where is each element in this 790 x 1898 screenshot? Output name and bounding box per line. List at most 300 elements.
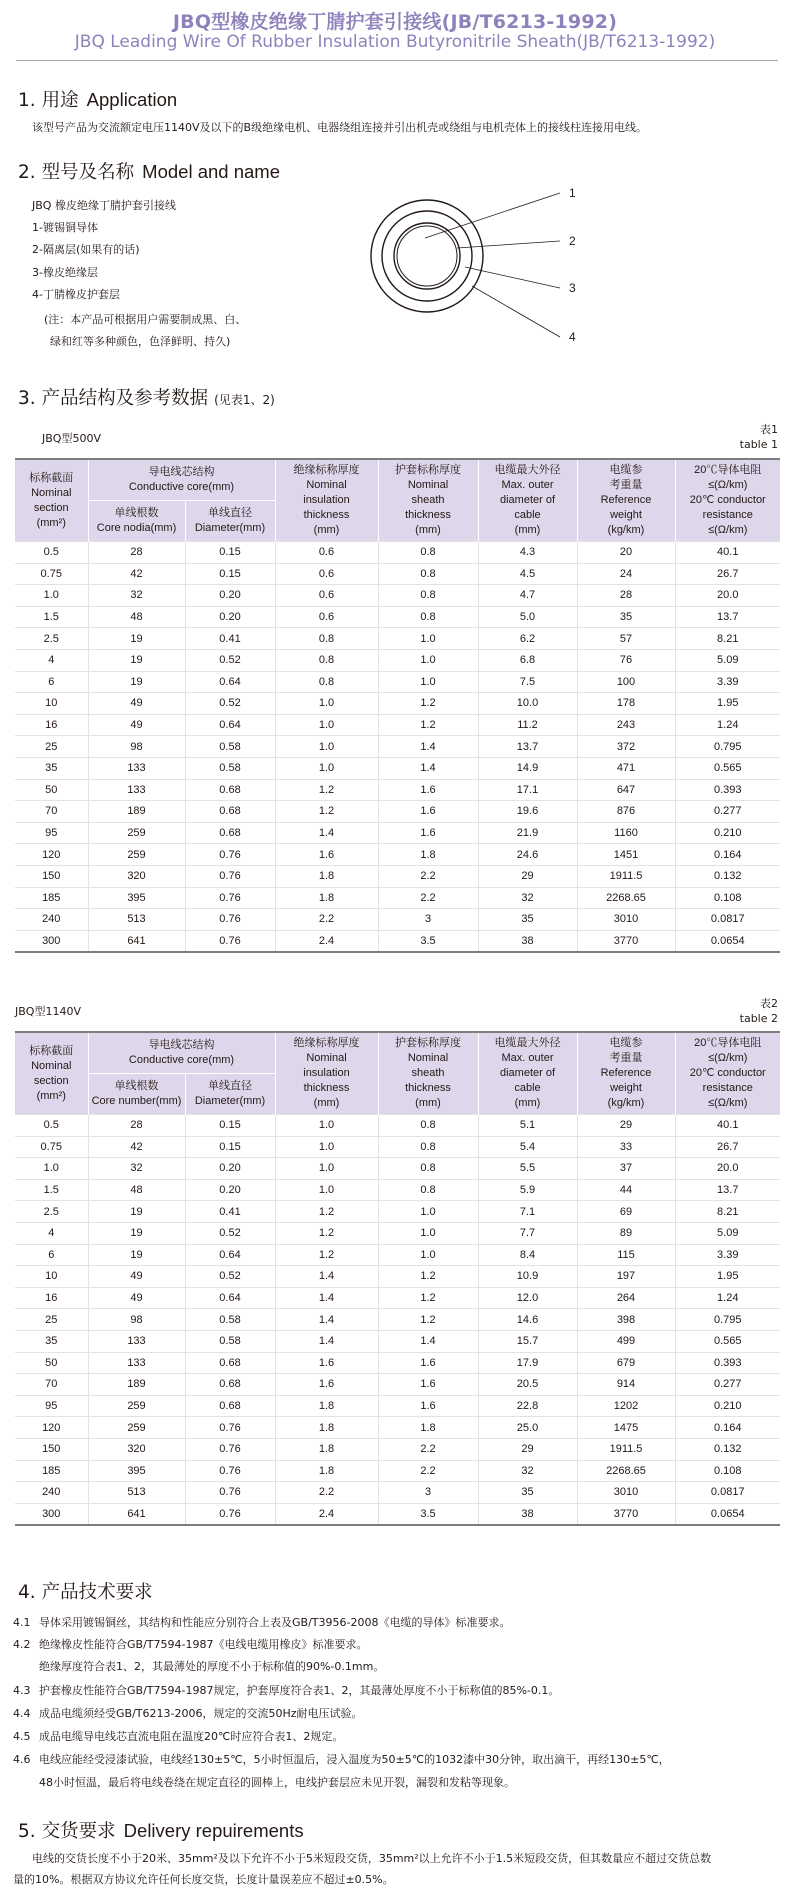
- table-cell: 0.68: [185, 1352, 275, 1374]
- table-cell: 0.68: [185, 1374, 275, 1396]
- table-cell: 1.2: [275, 1201, 378, 1223]
- header-text: Diameter(mm): [194, 522, 266, 534]
- table-cell: 2.2: [275, 909, 378, 931]
- header-sheath: [378, 1032, 478, 1115]
- table-cell: 1.0: [275, 757, 378, 779]
- table-cell: 0.76: [185, 865, 275, 887]
- table-cell: 20: [577, 542, 675, 564]
- header-text: 考重量: [609, 479, 643, 491]
- header-text: Reference: [600, 494, 652, 506]
- table-cell: 100: [577, 671, 675, 693]
- table-cell: 0.68: [185, 822, 275, 844]
- section-3-heading: [18, 384, 275, 410]
- header-text: ≤(Ω/km): [708, 1052, 748, 1064]
- table-cell: 1.0: [275, 1115, 378, 1137]
- table-cell: 914: [577, 1374, 675, 1396]
- table-cell: 0.75: [15, 563, 88, 585]
- table-cell: 513: [88, 909, 185, 931]
- table-2-body: [15, 1115, 780, 1526]
- table-cell: 35: [15, 1330, 88, 1352]
- header-text: (kg/km): [607, 1097, 645, 1109]
- header-text: thickness: [303, 509, 350, 521]
- table-2: [15, 1031, 780, 1526]
- table-row: [15, 1503, 780, 1525]
- table-row: [15, 1352, 780, 1374]
- table-row: [15, 1395, 780, 1417]
- table-cell: 0.76: [185, 1417, 275, 1439]
- table-cell: 3010: [577, 909, 675, 931]
- table-cell: 0.565: [675, 1330, 780, 1352]
- table-cell: 49: [88, 1266, 185, 1288]
- table-cell: 2268.65: [577, 1460, 675, 1482]
- header-text: Diameter(mm): [194, 1095, 266, 1107]
- table-cell: 243: [577, 714, 675, 736]
- header-text: thickness: [405, 1082, 451, 1094]
- requirement-number: 4.1: [13, 1616, 31, 1629]
- table-cell: 1.8: [275, 865, 378, 887]
- table-cell: 5.0: [478, 606, 577, 628]
- header-text: 电缆参: [609, 1037, 643, 1049]
- table-cell: 4: [15, 649, 88, 671]
- table-cell: 0.58: [185, 757, 275, 779]
- header-text: 20℃ conductor: [689, 494, 766, 506]
- header-text: 导电线芯结构: [148, 466, 215, 478]
- table-cell: 25.0: [478, 1417, 577, 1439]
- table-cell: 7.1: [478, 1201, 577, 1223]
- table-cell: 189: [88, 801, 185, 823]
- page-title: JBQ型橡皮绝缘丁腈护套引接线(JB/T6213-1992): [172, 11, 618, 33]
- table-cell: 0.20: [185, 606, 275, 628]
- table-row: [15, 909, 780, 931]
- table-cell: 0.41: [185, 1201, 275, 1223]
- table-cell: 259: [88, 822, 185, 844]
- table-cell: 98: [88, 736, 185, 758]
- page-title-english: JBQ Leading Wire Of Rubber Insulation Butyronitrile Sheath(JB/T6213-1992): [74, 32, 716, 52]
- table-cell: 17.9: [478, 1352, 577, 1374]
- table-cell: 0.5: [15, 1115, 88, 1137]
- table-cell: 0.8: [378, 1136, 478, 1158]
- table-cell: 1.0: [275, 1136, 378, 1158]
- table-row: [15, 1136, 780, 1158]
- table-cell: 29: [478, 1438, 577, 1460]
- requirement-text: 成品电缆导电线芯直流电阻在温度20℃时应符合表1、2规定。: [39, 1730, 344, 1743]
- table-cell: 0.0654: [675, 1503, 780, 1525]
- header-text: 20℃导体电阻: [694, 464, 762, 476]
- table-cell: 6: [15, 1244, 88, 1266]
- table-cell: 70: [15, 1374, 88, 1396]
- table-cell: 1.4: [275, 1287, 378, 1309]
- table-cell: 22.8: [478, 1395, 577, 1417]
- requirement-number: 4.5: [13, 1730, 31, 1743]
- table-cell: 35: [478, 1482, 577, 1504]
- table-cell: 13.7: [478, 736, 577, 758]
- table-cell: 1.4: [275, 822, 378, 844]
- table-cell: 35: [15, 757, 88, 779]
- table-row: [15, 714, 780, 736]
- table-cell: 300: [15, 1503, 88, 1525]
- table-cell: 2.2: [378, 1460, 478, 1482]
- header-core-group: [88, 459, 275, 501]
- header-text: (mm): [514, 524, 541, 536]
- table-cell: 4: [15, 1222, 88, 1244]
- table-cell: 20.0: [675, 585, 780, 607]
- table-cell: 240: [15, 1482, 88, 1504]
- table-cell: 0.76: [185, 887, 275, 909]
- table-cell: 35: [577, 606, 675, 628]
- table-cell: 0.64: [185, 671, 275, 693]
- table-cell: 1.24: [675, 1287, 780, 1309]
- table-cell: 5.9: [478, 1179, 577, 1201]
- table-cell: 7.5: [478, 671, 577, 693]
- table-row: [15, 1482, 780, 1504]
- table-cell: 0.108: [675, 887, 780, 909]
- table-cell: 29: [577, 1115, 675, 1137]
- table-cell: 76: [577, 649, 675, 671]
- table-cell: 24: [577, 563, 675, 585]
- header-text: section: [33, 501, 69, 514]
- header-text: Nominal: [31, 486, 72, 499]
- table-cell: 0.20: [185, 1179, 275, 1201]
- table-cell: 1451: [577, 844, 675, 866]
- table-cell: 0.20: [185, 585, 275, 607]
- table-cell: 40.1: [675, 542, 780, 564]
- table-cell: 5.09: [675, 649, 780, 671]
- header-text: (mm): [415, 1097, 441, 1109]
- table-cell: 20.0: [675, 1158, 780, 1180]
- table-row: [15, 585, 780, 607]
- header-text: 绝缘标称厚度: [293, 1037, 360, 1049]
- table-cell: 0.76: [185, 1503, 275, 1525]
- section-5-title-cn: 交货要求: [41, 1821, 116, 1842]
- table-cell: 1.0: [275, 736, 378, 758]
- table-cell: 1.2: [378, 714, 478, 736]
- table-cell: 6.8: [478, 649, 577, 671]
- table-cell: 1.0: [275, 693, 378, 715]
- table-cell: 35: [478, 909, 577, 931]
- table-cell: 0.132: [675, 1438, 780, 1460]
- table-cell: 1.8: [275, 1395, 378, 1417]
- table-cell: 0.64: [185, 714, 275, 736]
- table-cell: 300: [15, 930, 88, 952]
- table-cell: 70: [15, 801, 88, 823]
- table-cell: 0.132: [675, 865, 780, 887]
- header-text: weight: [610, 509, 642, 521]
- table-cell: 32: [88, 585, 185, 607]
- table-cell: 0.0817: [675, 1482, 780, 1504]
- header-core-number: [88, 1074, 185, 1115]
- table-cell: 372: [577, 736, 675, 758]
- table-cell: 19: [88, 1222, 185, 1244]
- table-cell: 44: [577, 1179, 675, 1201]
- sheath-outer-ring: [371, 200, 483, 312]
- header-text: 20℃导体电阻: [694, 1037, 762, 1049]
- table-cell: 1911.5: [577, 865, 675, 887]
- table-cell: 13.7: [675, 606, 780, 628]
- section-1-title-cn: 用途: [41, 90, 79, 111]
- table-cell: 1.8: [275, 1460, 378, 1482]
- table-cell: 0.565: [675, 757, 780, 779]
- table-cell: 0.277: [675, 801, 780, 823]
- leader-line-2: [457, 241, 560, 248]
- requirement-text: 护套橡皮性能符合GB/T7594-1987规定，护套厚度符合表1、2，其最薄处厚度不小于标称值的85%-0.1。: [39, 1684, 560, 1697]
- header-text: 电缆最大外径: [494, 464, 561, 476]
- table-cell: 14.6: [478, 1309, 577, 1331]
- table-row: [15, 1179, 780, 1201]
- component-3: 3-橡皮绝缘层: [32, 266, 98, 279]
- table-row: [15, 887, 780, 909]
- table-cell: 17.1: [478, 779, 577, 801]
- table-cell: 3770: [577, 1503, 675, 1525]
- table-cell: 13.7: [675, 1179, 780, 1201]
- table-cell: 1.0: [378, 1244, 478, 1266]
- table-cell: 26.7: [675, 1136, 780, 1158]
- diagram-label-4: 4: [569, 330, 576, 344]
- table-cell: 40.1: [675, 1115, 780, 1137]
- table-cell: 0.15: [185, 563, 275, 585]
- table-cell: 1.8: [378, 1417, 478, 1439]
- section-5-title-en: Delivery repuirements: [123, 1820, 304, 1841]
- table-1-number-en: table 1: [739, 438, 778, 451]
- table-cell: 0.41: [185, 628, 275, 650]
- table-1-body: [15, 542, 780, 953]
- header-text: diameter of: [499, 494, 556, 506]
- table-cell: 1.2: [378, 1309, 478, 1331]
- table-cell: 0.8: [378, 1179, 478, 1201]
- table-row: [15, 779, 780, 801]
- table-row: [15, 1438, 780, 1460]
- table-cell: 1.2: [378, 693, 478, 715]
- table-cell: 4.3: [478, 542, 577, 564]
- table-cell: 0.20: [185, 1158, 275, 1180]
- table-cell: 0.6: [275, 563, 378, 585]
- section-3-title-cn: 产品结构及参考数据: [41, 388, 209, 409]
- table-cell: 0.8: [378, 585, 478, 607]
- table-cell: 395: [88, 887, 185, 909]
- table-cell: 38: [478, 930, 577, 952]
- requirement-text: 绝缘橡皮性能符合GB/T7594-1987《电线电缆用橡皮》标准要求。: [39, 1638, 368, 1651]
- separator-ring: [394, 223, 460, 289]
- table-cell: 0.210: [675, 822, 780, 844]
- table-cell: 1.0: [275, 1179, 378, 1201]
- table-cell: 0.64: [185, 1244, 275, 1266]
- table-cell: 0.15: [185, 1115, 275, 1137]
- table-cell: 1.6: [378, 1395, 478, 1417]
- header-core-diameter: [185, 501, 275, 542]
- table-cell: 57: [577, 628, 675, 650]
- table-cell: 0.108: [675, 1460, 780, 1482]
- table-cell: 0.52: [185, 693, 275, 715]
- table-cell: 16: [15, 1287, 88, 1309]
- table-cell: 0.8: [378, 606, 478, 628]
- table-cell: 1911.5: [577, 1438, 675, 1460]
- table-cell: 2268.65: [577, 887, 675, 909]
- table-cell: 1.95: [675, 1266, 780, 1288]
- table-row: [15, 606, 780, 628]
- table-cell: 1.0: [378, 649, 478, 671]
- table-cell: 0.6: [275, 606, 378, 628]
- table-row: [15, 801, 780, 823]
- table-cell: 240: [15, 909, 88, 931]
- table-cell: 28: [88, 542, 185, 564]
- table-cell: 0.76: [185, 930, 275, 952]
- table-row: [15, 930, 780, 952]
- header-text: 20℃ conductor: [689, 1067, 766, 1079]
- table-cell: 1.5: [15, 606, 88, 628]
- table-cell: 178: [577, 693, 675, 715]
- section-2-heading: [18, 158, 280, 184]
- table-cell: 28: [577, 585, 675, 607]
- delivery-text-line-2: 量的10%。根据双方协议允许任何长度交货，长度计量误差应不超过±0.5%。: [13, 1873, 394, 1886]
- table-cell: 0.68: [185, 1395, 275, 1417]
- table-cell: 0.68: [185, 801, 275, 823]
- header-text: 标称截面: [29, 471, 74, 484]
- table-cell: 1.2: [275, 779, 378, 801]
- table-cell: 42: [88, 1136, 185, 1158]
- requirement-4-2-continued: 绝缘厚度符合表1、2，其最薄处的厚度不小于标称值的90%-0.1mm。: [39, 1660, 385, 1673]
- table-1-label: JBQ型500V: [42, 432, 101, 445]
- table-cell: 49: [88, 714, 185, 736]
- header-text: 考重量: [609, 1052, 643, 1064]
- table-cell: 2.2: [378, 865, 478, 887]
- table-cell: 1.6: [275, 844, 378, 866]
- table-row: [15, 671, 780, 693]
- requirement-number: 4.4: [13, 1707, 31, 1720]
- table-cell: 2.2: [378, 1438, 478, 1460]
- table-cell: 133: [88, 1352, 185, 1374]
- section-1-number: 1.: [18, 90, 36, 111]
- table-cell: 49: [88, 693, 185, 715]
- table-cell: 3770: [577, 930, 675, 952]
- section-2-title-cn: 型号及名称: [41, 162, 135, 183]
- requirement-number: 4.6: [13, 1753, 31, 1766]
- header-text: diameter of: [499, 1067, 556, 1079]
- table-cell: 1.6: [378, 779, 478, 801]
- table-cell: 19: [88, 1201, 185, 1223]
- leader-line-4: [472, 286, 560, 337]
- table-cell: 0.164: [675, 1417, 780, 1439]
- table-row: [15, 822, 780, 844]
- header-text: cable: [514, 1082, 541, 1094]
- header-text: (kg/km): [607, 524, 645, 536]
- table-row: [15, 693, 780, 715]
- table-cell: 0.8: [378, 563, 478, 585]
- table-cell: 8.21: [675, 1201, 780, 1223]
- header-text: 导电线芯结构: [148, 1039, 215, 1051]
- header-insulation: [275, 459, 378, 542]
- table-cell: 11.2: [478, 714, 577, 736]
- table-row: [15, 1266, 780, 1288]
- header-weight: [577, 1032, 675, 1115]
- header-text: thickness: [303, 1082, 350, 1094]
- table-cell: 1.6: [378, 1374, 478, 1396]
- table-cell: 48: [88, 1179, 185, 1201]
- header-text: cable: [514, 509, 541, 521]
- requirement-text: 导体采用镀锡铜丝，其结构和性能应分别符合上表及GB/T3956-2008《电缆的导体》标准要求。: [39, 1616, 511, 1629]
- table-cell: 1.2: [378, 1266, 478, 1288]
- table-cell: 24.6: [478, 844, 577, 866]
- section-5-heading: [18, 1817, 304, 1843]
- table-cell: 20.5: [478, 1374, 577, 1396]
- table-cell: 95: [15, 822, 88, 844]
- table-cell: 7.7: [478, 1222, 577, 1244]
- table-cell: 1.24: [675, 714, 780, 736]
- header-text: Nominal: [407, 479, 449, 491]
- table-cell: 12.0: [478, 1287, 577, 1309]
- header-sheath: [378, 459, 478, 542]
- table-cell: 0.795: [675, 1309, 780, 1331]
- header-text: Nominal: [306, 1052, 347, 1064]
- model-name: JBQ 橡皮绝缘丁腈护套引接线: [32, 199, 176, 212]
- color-note-line-1: (注：本产品可根据用户需要制成黑、白、: [44, 313, 247, 326]
- table-cell: 19: [88, 628, 185, 650]
- table-cell: 1.2: [275, 1244, 378, 1266]
- header-text: Core number(mm): [91, 1095, 182, 1107]
- color-note-line-2: 绿和红等多种颜色，色泽鲜明、持久): [50, 335, 231, 348]
- table-cell: 647: [577, 779, 675, 801]
- table-1: [15, 458, 780, 953]
- table-cell: 5.4: [478, 1136, 577, 1158]
- table-cell: 1202: [577, 1395, 675, 1417]
- table-cell: 3.39: [675, 1244, 780, 1266]
- table-cell: 513: [88, 1482, 185, 1504]
- table-cell: 1.8: [378, 844, 478, 866]
- table-cell: 37: [577, 1158, 675, 1180]
- table-cell: 0.58: [185, 1309, 275, 1331]
- table-cell: 3.5: [378, 1503, 478, 1525]
- table-cell: 115: [577, 1244, 675, 1266]
- table-cell: 1.2: [275, 1222, 378, 1244]
- table-cell: 259: [88, 1417, 185, 1439]
- table-cell: 32: [478, 1460, 577, 1482]
- section-2-title-en: Model and name: [142, 161, 280, 182]
- header-text: (mm): [514, 1097, 541, 1109]
- table-cell: 16: [15, 714, 88, 736]
- table-cell: 0.0817: [675, 909, 780, 931]
- table-cell: 29: [478, 865, 577, 887]
- table-cell: 0.8: [378, 1158, 478, 1180]
- header-text: resistance: [702, 509, 753, 521]
- table-cell: 0.68: [185, 779, 275, 801]
- diagram-label-1: 1: [569, 186, 576, 200]
- table-cell: 0.8: [275, 649, 378, 671]
- table-cell: 19.6: [478, 801, 577, 823]
- header-text: thickness: [405, 509, 451, 521]
- header-text: (mm): [415, 524, 441, 536]
- table-cell: 1.0: [378, 628, 478, 650]
- table-cell: 197: [577, 1266, 675, 1288]
- table-cell: 50: [15, 779, 88, 801]
- table-2-number-cn: 表2: [760, 997, 778, 1010]
- table-cell: 26.7: [675, 563, 780, 585]
- table-cell: 1.0: [275, 714, 378, 736]
- table-row: [15, 844, 780, 866]
- table-cell: 69: [577, 1201, 675, 1223]
- table-cell: 15.7: [478, 1330, 577, 1352]
- table-cell: 0.52: [185, 1266, 275, 1288]
- header-insulation: [275, 1032, 378, 1115]
- header-text: Conductive core(mm): [128, 481, 235, 493]
- table-cell: 49: [88, 1287, 185, 1309]
- header-text: (mm): [313, 524, 340, 536]
- header-core-number: [88, 501, 185, 542]
- table-cell: 0.277: [675, 1374, 780, 1396]
- table-cell: 19: [88, 671, 185, 693]
- requirement-4-2: [13, 1636, 367, 1652]
- table-cell: 0.58: [185, 1330, 275, 1352]
- table-row: [15, 1287, 780, 1309]
- requirement-4-5: [13, 1728, 343, 1744]
- table-cell: 133: [88, 1330, 185, 1352]
